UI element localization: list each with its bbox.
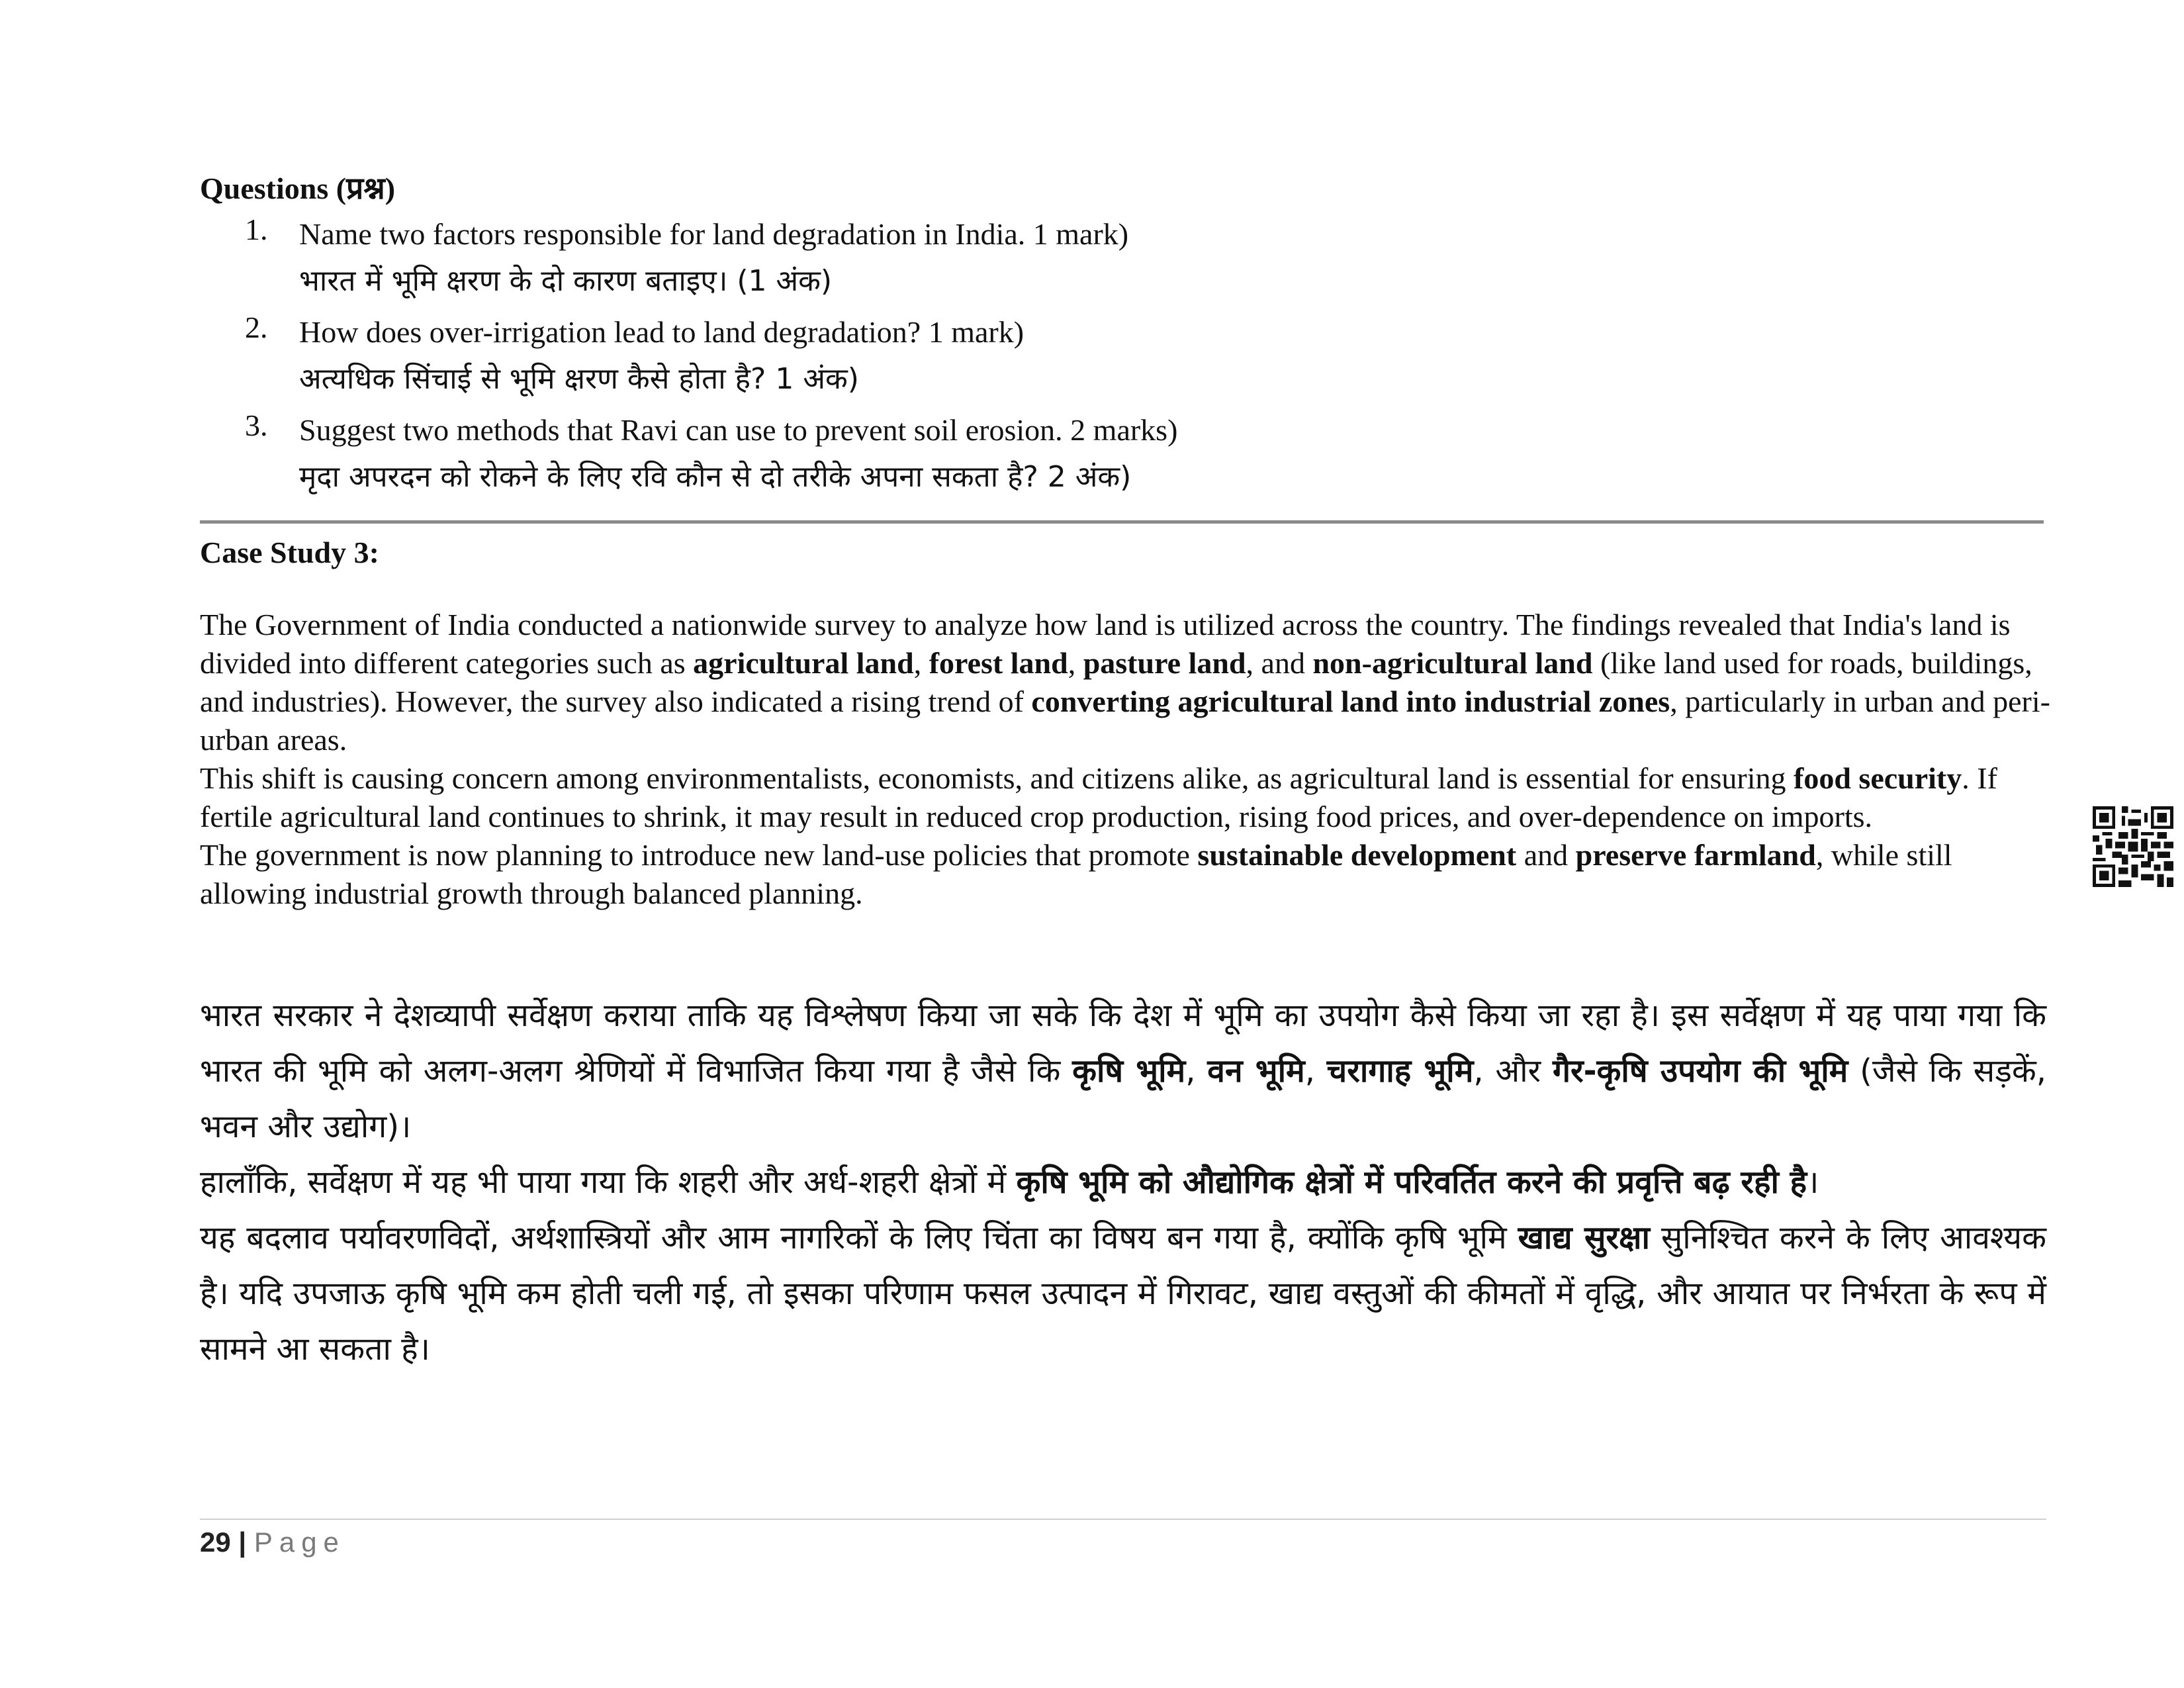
question-item-1 bbox=[245, 212, 1899, 306]
question-text-en: Name two factors responsible for land degradation in India. 1 mark) bbox=[299, 217, 1129, 251]
qr-code-icon bbox=[2093, 806, 2173, 887]
hindi-paragraph-2: हालाँकि, सर्वेक्षण में यह भी पाया गया कि शहरी और अर्ध-शहरी क्षेत्रों में कृषि भूमि को औद्योगिक क्षेत्रों में परिवर्तित करने की प्रवृत्ति बढ़ रही है। bbox=[200, 1164, 1819, 1201]
question-item-3 bbox=[245, 408, 1899, 502]
section-divider bbox=[200, 520, 2044, 524]
english-paragraph-1: The Government of India conducted a nationwide survey to analyze how land is utilized across the country. The findings revealed that India's land is divided into different categories such as agricultural land, forest land, pasture land, and non-agricultural land (like land used for roads, buildings, and industries). However, the survey also indicated a rising trend of converting agricultural land into industrial zones, particularly in urban and peri-urban areas. bbox=[200, 608, 2050, 757]
hindi-paragraph-1: भारत सरकार ने देशव्यापी सर्वेक्षण कराया ताकि यह विश्लेषण किया जा सके कि देश में भूमि का उपयोग कैसे किया जा रहा है। इस सर्वेक्षण में यह पाया गया कि भारत की भूमि को अलग-अलग श्रेणियों में विभाजित किया गया है जैसे कि कृषि भूमि, वन भूमि, चरागाह भूमि, और गैर-कृषि उपयोग की भूमि (जैसे कि सड़कें, भवन और उद्योग)। bbox=[200, 997, 2047, 1145]
question-item-2 bbox=[245, 310, 1899, 404]
case-study-english bbox=[200, 606, 2053, 913]
footer-separator: | bbox=[238, 1526, 247, 1558]
question-number: 3. bbox=[245, 408, 268, 442]
page-number: 29 bbox=[200, 1526, 231, 1558]
question-list bbox=[245, 212, 1899, 506]
english-paragraph-2: This shift is causing concern among environmentalists, economists, and citizens alike, as agricultural land is essential for ensuring food security. If fertile agricultural land continues to shrink, it may result in reduced crop production, rising food prices, and over-dependence on imports. bbox=[200, 761, 1997, 833]
question-text-hi: भारत में भूमि क्षरण के दो कारण बताइए। (1 अंक) bbox=[299, 264, 833, 298]
english-paragraph-3: The government is now planning to introduce new land-use policies that promote sustainable development and preserve farmland, while still allowing industrial growth through balanced planning. bbox=[200, 838, 1952, 910]
question-number: 1. bbox=[245, 212, 268, 246]
question-text-hi: मृदा अपरदन को रोकने के लिए रवि कौन से दो तरीके अपना सकता है? 2 अंक) bbox=[299, 460, 1132, 494]
case-study-title: Case Study 3: bbox=[200, 536, 379, 569]
question-text-en: Suggest two methods that Ravi can use to prevent soil erosion. 2 marks) bbox=[299, 413, 1178, 447]
questions-heading: Questions (प्रश्न) bbox=[200, 171, 396, 205]
question-number: 2. bbox=[245, 310, 268, 344]
page-label: Page bbox=[253, 1526, 345, 1558]
question-text-en: How does over-irrigation lead to land degradation? 1 mark) bbox=[299, 315, 1024, 349]
footer-divider bbox=[200, 1519, 2046, 1520]
question-text-hi: अत्यधिक सिंचाई से भूमि क्षरण कैसे होता है? 1 अंक) bbox=[299, 362, 859, 396]
page-footer bbox=[200, 1526, 345, 1558]
case-study-hindi bbox=[200, 988, 2046, 1377]
hindi-paragraph-3: यह बदलाव पर्यावरणविदों, अर्थशास्त्रियों और आम नागरिकों के लिए चिंता का विषय बन गया है, क्योंकि कृषि भूमि खाद्य सुरक्षा सुनिश्चित करने के लिए आवश्यक है। यदि उपजाऊ कृषि भूमि कम होती चली गई, तो इसका परिणाम फसल उत्पादन में गिरावट, खाद्य वस्तुओं की कीमतों में वृद्धि, और आयात पर निर्भरता के रूप में सामने आ सकता है। bbox=[200, 1219, 2047, 1368]
